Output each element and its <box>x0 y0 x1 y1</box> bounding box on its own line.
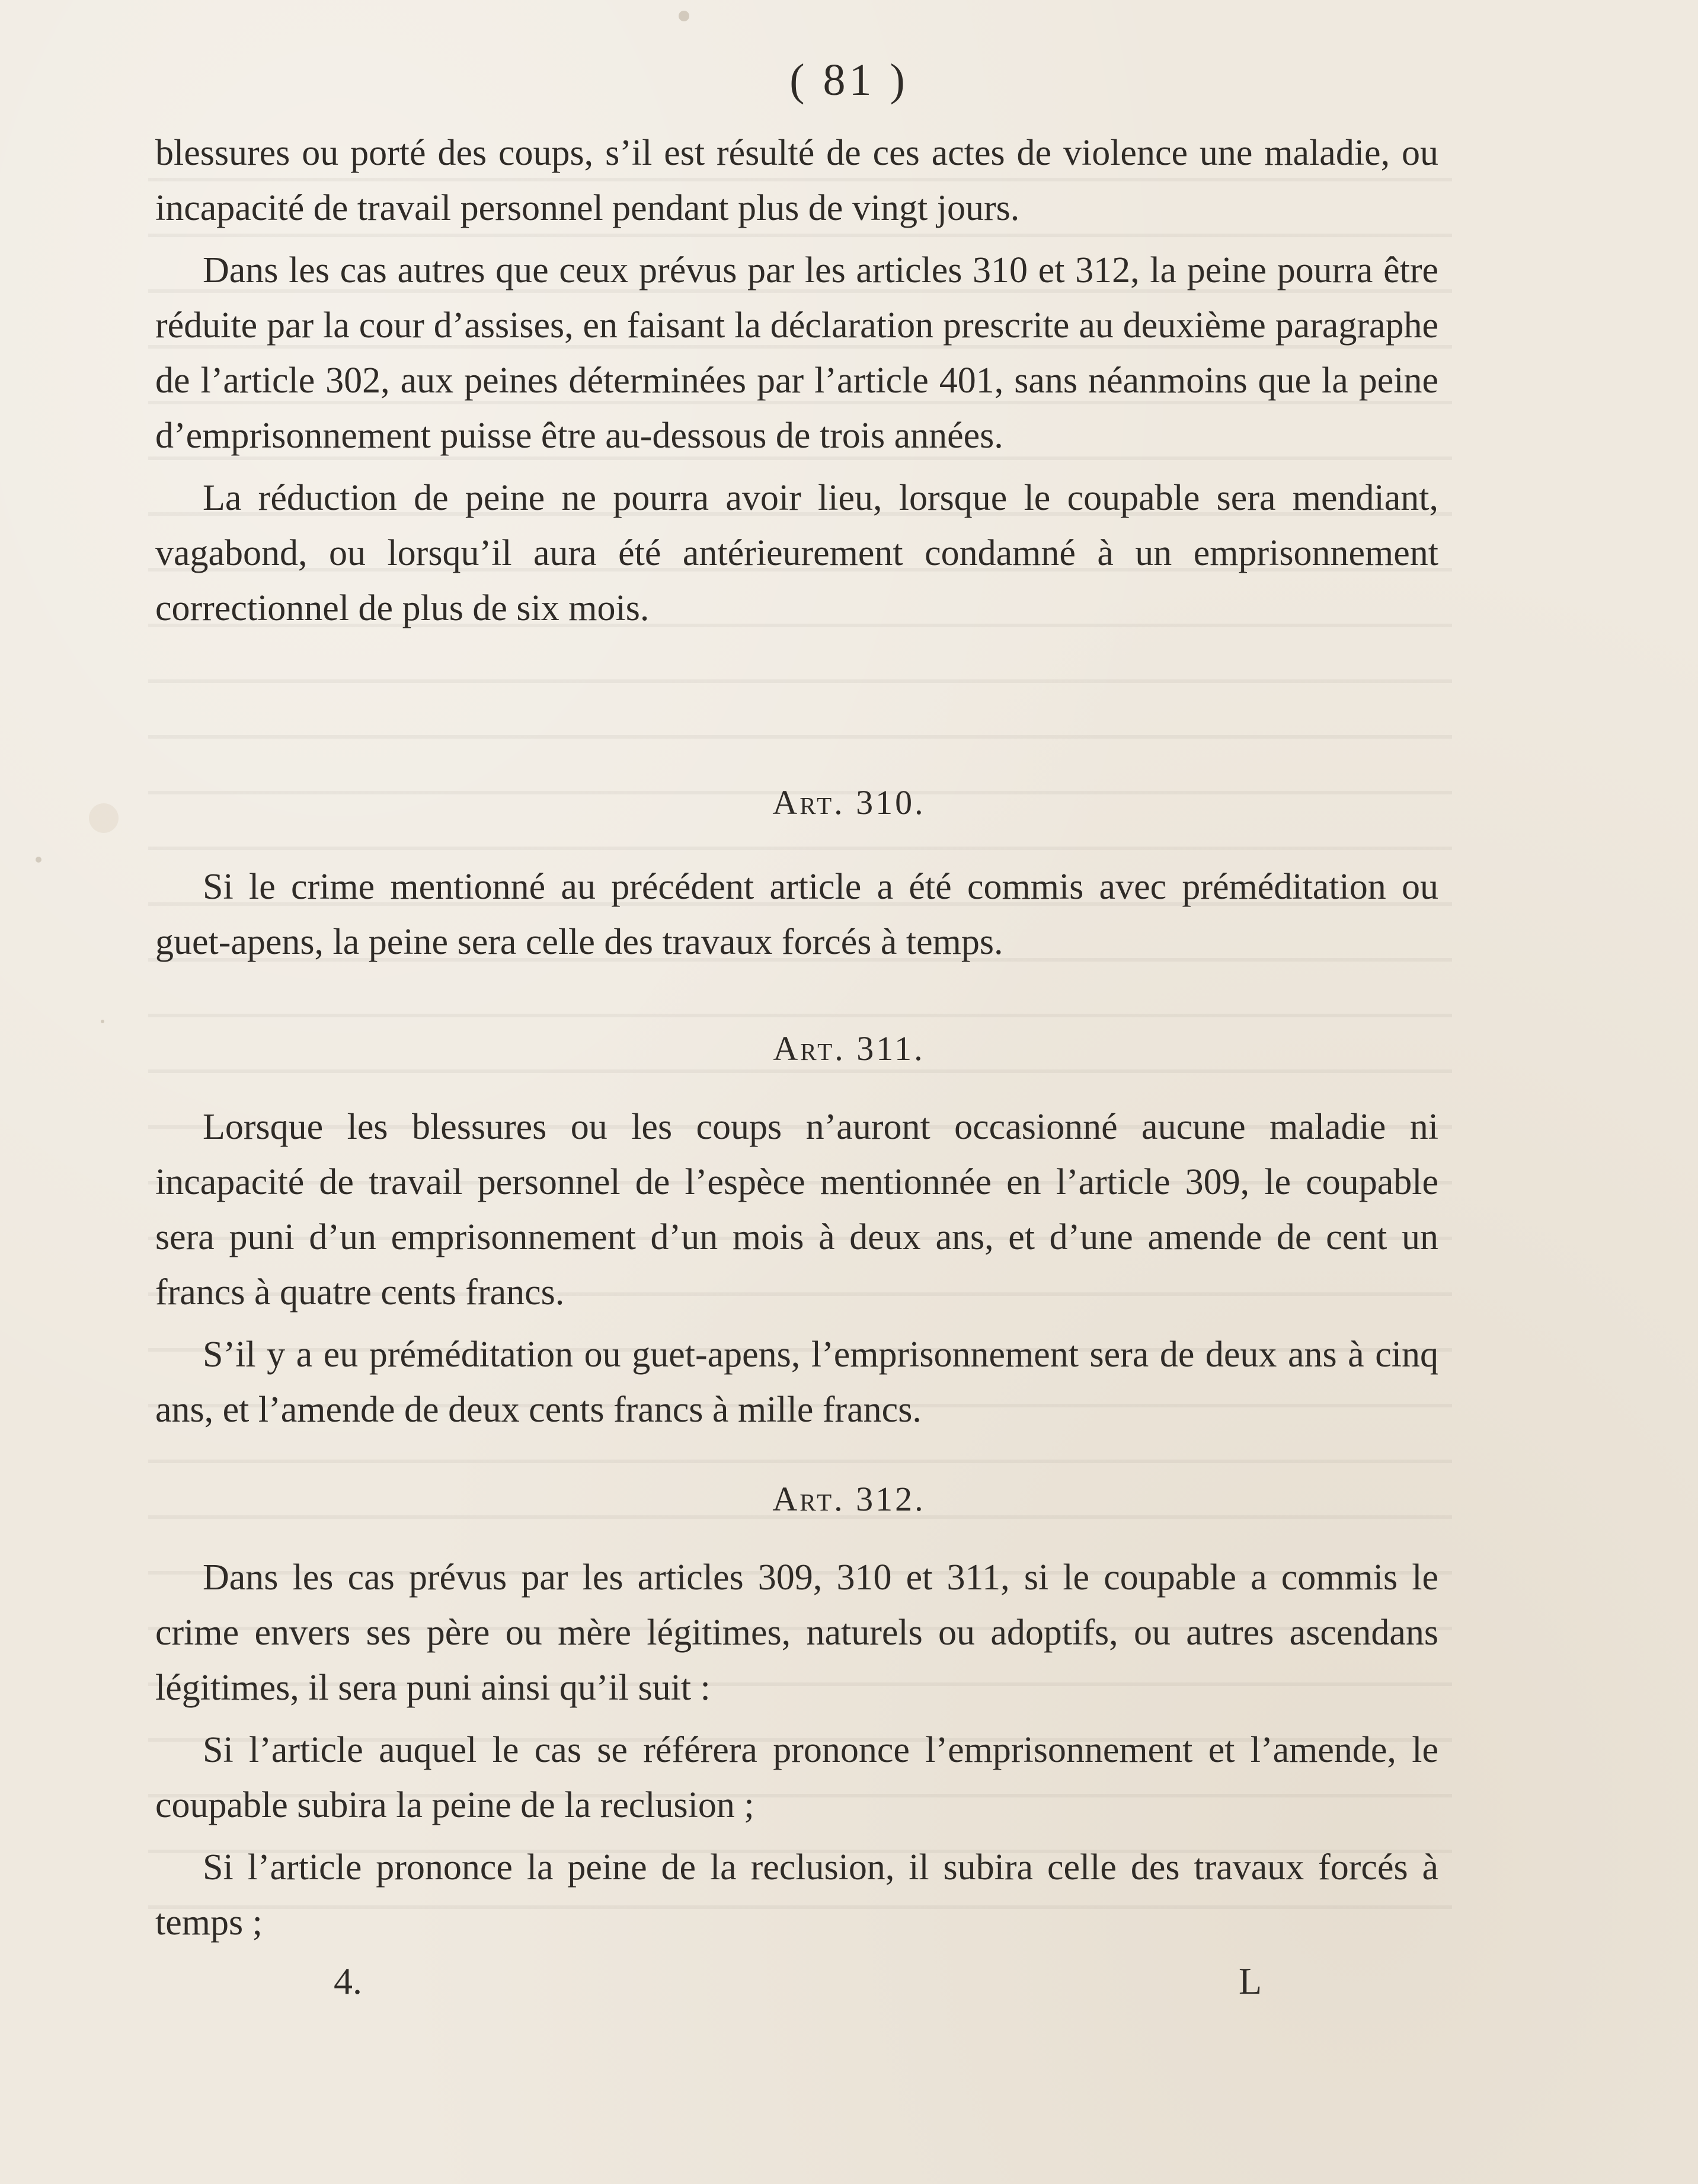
page-number: ( 81 ) <box>789 55 909 105</box>
paragraph-art-311-main: Lorsque les blessures ou les coups n’auront occasionné aucune maladie ni incapacité de travail personnel de l’espèce mentionnée en l’article 309, le coupable sera puni d’un emprisonnement d’un mois à deux ans, et d’une amende de cent un francs à quatre cents francs. <box>155 1107 1438 1313</box>
paragraph-reduction-cases: Dans les cas autres que ceux prévus par les articles 310 et 312, la peine pourra être réduite par la cour d’assises, en faisant la déclaration prescrite au deuxième paragraphe de l’article 302, aux peines déterminées par l’article 401, sans néanmoins que la peine d’emprisonnement puisse être au-dessous de trois années. <box>155 250 1438 456</box>
paper-speck <box>36 857 41 863</box>
paper-spot <box>679 11 689 21</box>
paper-speck <box>101 1020 104 1023</box>
text-section-1 <box>155 126 1438 636</box>
signature-mark: 4. <box>334 1960 362 2002</box>
heading-art-311: Art. 311. <box>773 1029 925 1068</box>
paragraph-reduction-exclusion: La réduction de peine ne pourra avoir lieu, lorsque le coupable sera mendiant, vagabond, ou lorsqu’il aura été antérieurement condamné à un emprisonnement correctionnel de plus de six mois. <box>155 478 1438 628</box>
paragraph-continued: blessures ou porté des coups, s’il est résulté de ces actes de violence une maladie, ou incapacité de travail personnel pendant plus de vingt jours. <box>155 133 1438 228</box>
text-section-3 <box>155 1100 1438 1438</box>
heading-art-312: Art. 312. <box>772 1480 926 1518</box>
paragraph-art-312-main: Dans les cas prévus par les articles 309, 310 et 311, si le coupable a commis le crime envers ses père ou mère légitimes, naturels ou adoptifs, ou autres ascendans légitimes, il sera puni ainsi qu’il suit : <box>155 1557 1438 1708</box>
paragraph-art-311-premeditation: S’il y a eu préméditation ou guet-apens, l’emprisonnement sera de deux ans à cinq ans, et l’amende de deux cents francs à mille francs. <box>155 1334 1438 1430</box>
gathering-letter: L <box>1239 1960 1262 2002</box>
text-section-2 <box>155 860 1438 970</box>
paragraph-art-312-travaux: Si l’article prononce la peine de la reclusion, il subira celle des travaux forcés à temps ; <box>155 1847 1438 1943</box>
text-section-4 <box>155 1550 1438 1950</box>
heading-art-310: Art. 310. <box>772 783 926 822</box>
paper-stain <box>89 803 119 833</box>
paragraph-art-312-reclusion: Si l’article auquel le cas se référera prononce l’emprisonnement et l’amende, le coupable subira la peine de la reclusion ; <box>155 1730 1438 1825</box>
paragraph-art-310: Si le crime mentionné au précédent article a été commis avec préméditation ou guet-apens, la peine sera celle des travaux forcés à temps. <box>155 867 1438 962</box>
